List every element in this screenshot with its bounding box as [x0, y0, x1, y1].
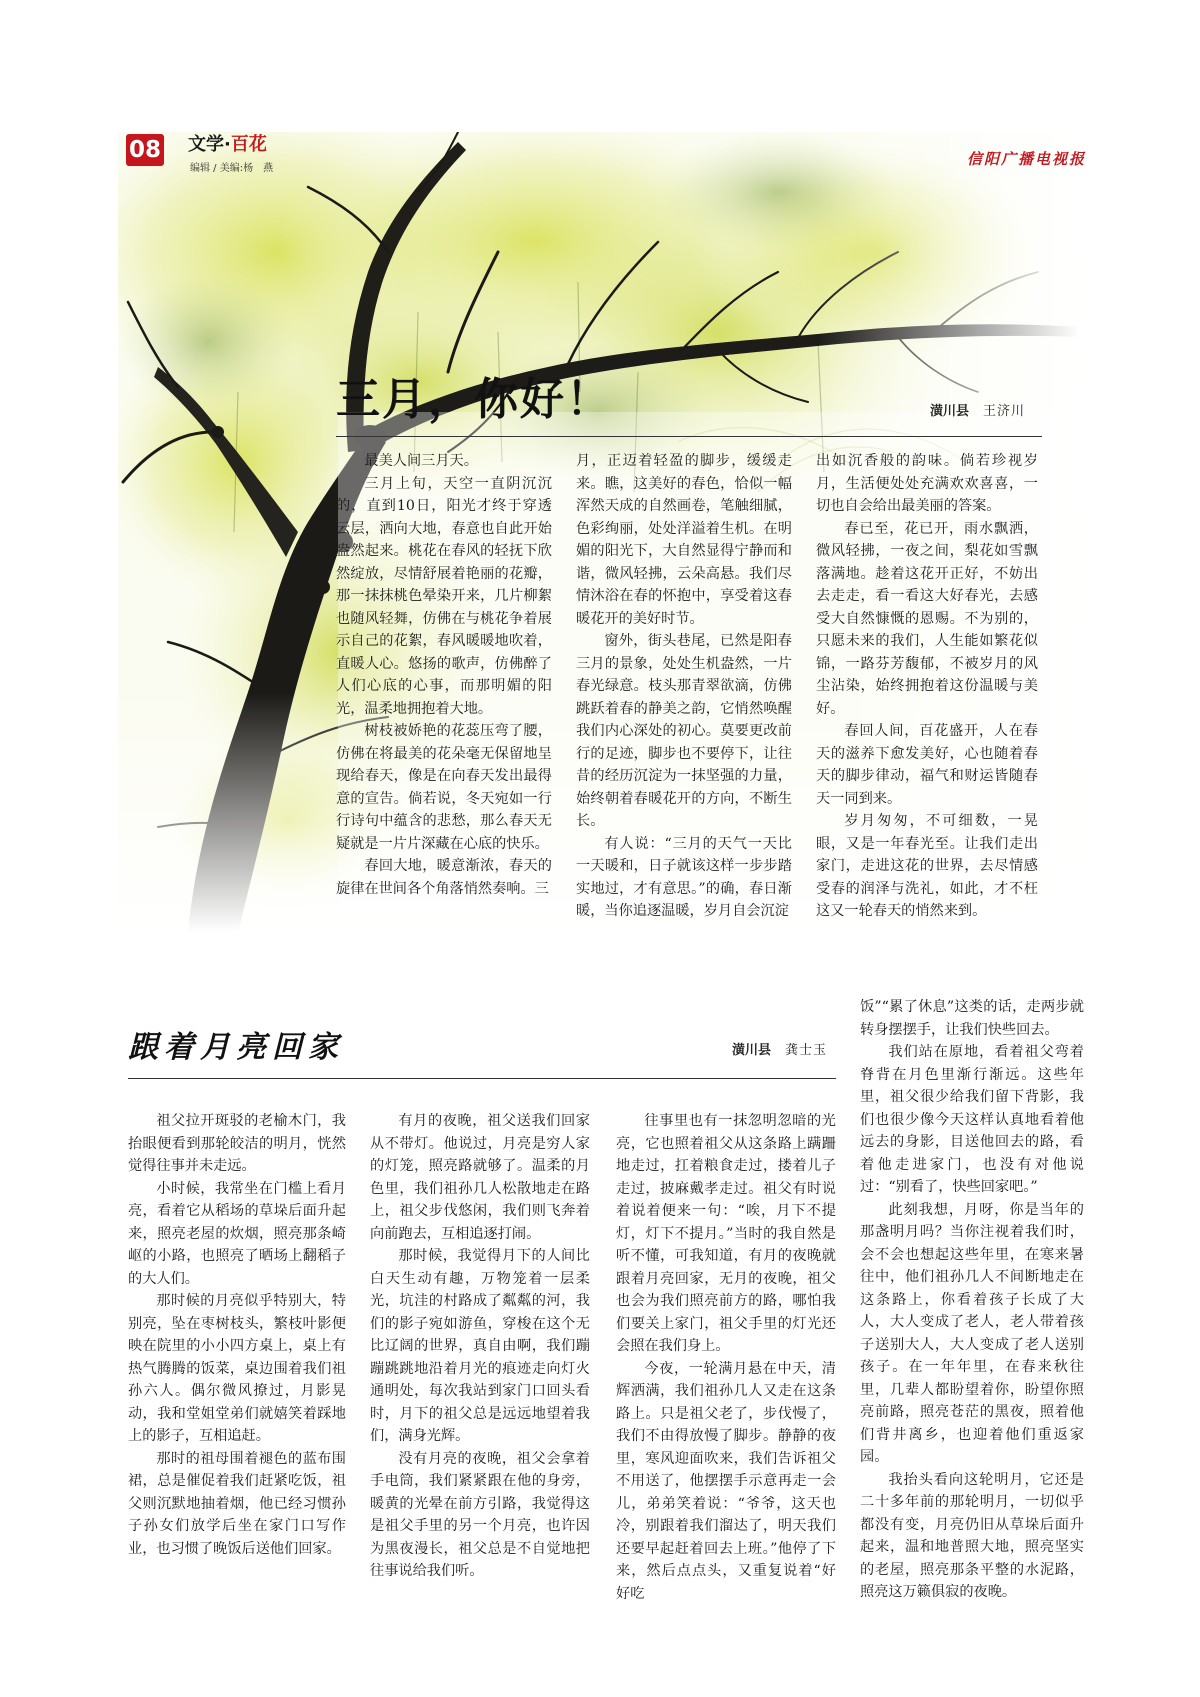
article1-column-3: [816, 450, 1038, 923]
paragraph: 春已至，花已开，雨水飘洒，微风轻拂，一夜之间，梨花如雪飘落满地。趁着这花开正好，不妨出去走走，看一看这大好春光，去感受大自然慷慨的恩赐。不为别的，只愿未来的我们，人生能如繁花似锦，一路芬芳馥郁，不被岁月的风尘沾染，始终拥抱着这份温暖与美好。: [816, 520, 1038, 717]
article1-author: 王济川: [983, 404, 1026, 419]
paragraph: 那时的祖母围着褪色的蓝布围裙，总是催促着我们赶紧吃饭，祖父则沉默地抽着烟，他已经习惯孙子孙女们放学后坐在家门口写作业，也习惯了晚饭后送他们回家。: [128, 1450, 346, 1557]
paragraph: 往事里也有一抹忽明忽暗的光亮，它也照着祖父从这条路上蹒跚地走过，扛着粮食走过，搂着儿子走过，披麻戴孝走过。祖父有时说着说着便来一句：“唉，月下不提灯，灯下不提月。”当时的我自然是听不懂，可我知道，有月的夜晚就跟着月亮回家，无月的夜晚，祖父也会为我们照亮前方的路，哪怕我们要关上家门，祖父手里的灯光还会照在我们身上。: [616, 1113, 836, 1354]
article2-title-rule: [128, 1078, 836, 1079]
article2-county: 潢川县: [732, 1043, 772, 1058]
article1-column-1: [336, 450, 552, 900]
article2-column-2: [370, 1110, 590, 1583]
editor-credit: 编辑 / 美编:杨 燕: [190, 163, 274, 174]
section-prefix: 文学·: [188, 134, 231, 155]
paragraph: 三月上旬，天空一直阴沉沉的，直到10日，阳光才终于穿透云层，洒向大地，春意也自此开始盎然起来。桃花在春风的轻抚下欣然绽放，尽情舒展着艳丽的花瓣，那一抹抹桃色晕染开来，几片柳絮也随风轻舞，仿佛在与桃花争着展示自己的花絮，春风暖暖地吹着，直暖人心。悠扬的歌声，仿佛醉了人们心底的心事，而那明媚的阳光，温柔地拥抱着大地。: [336, 475, 552, 717]
paragraph: 月，正迈着轻盈的脚步，缓缓走来。瞧，这美好的春色，恰似一幅浑然天成的自然画卷，笔触细腻，色彩绚丽，处处洋溢着生机。在明媚的阳光下，大自然显得宁静而和谐，微风轻拂，云朵高悬。我们尽情沐浴在春的怀抱中，享受着这春暖花开的美好时节。: [576, 453, 792, 627]
article1-title-rule: [336, 436, 1042, 437]
section-name: 百花: [230, 134, 267, 155]
article1-title: 三月，你好！: [336, 374, 612, 425]
paragraph: 祖父拉开斑驳的老榆木门，我抬眼便看到那轮皎洁的明月，恍然觉得往事并未走远。: [128, 1113, 346, 1174]
section-title: [188, 134, 267, 156]
article2-title: 跟着月亮回家: [128, 1030, 344, 1065]
article1-column-2: [576, 450, 792, 923]
article2-column-1: [128, 1110, 346, 1560]
paragraph: 此刻我想，月呀，你是当年的那盏明月吗？当你注视着我们时，会不会也想起这些年里，在寒来暑往中，他们祖孙几人不间断地走在这条路上，你看着孩子长成了大人，大人变成了老人，老人带着孩子送别大人，大人变成了老人送别孩子。在一年年里，在春来秋往里，几辈人都盼望着你，盼望你照亮前路，照亮苍茫的黑夜，照着他们背井离乡，也迎着他们重返家园。: [860, 1201, 1084, 1465]
paragraph: 没有月亮的夜晚，祖父会拿着手电筒，我们紧紧跟在他的身旁，暖黄的光晕在前方引路，我觉得这是祖父手里的另一个月亮，也许因为黑夜漫长，祖父总是不自觉地把往事说给我们听。: [370, 1450, 590, 1579]
paragraph: 那时候的月亮似乎特别大，特别亮，坠在枣树枝头，繁枝叶影便映在院里的小小四方桌上，桌上有热气腾腾的饭菜，桌边围着我们祖孙六人。偶尔微风撩过，月影晃动，我和堂姐堂弟们就嬉笑着踩地上的影子，互相追赶。: [128, 1293, 346, 1444]
article2-byline: [732, 1039, 827, 1058]
paragraph: 出如沉香般的韵味。倘若珍视岁月，生活便处处充满欢欢喜喜，一切也自会给出最美丽的答案。: [816, 453, 1038, 514]
paragraph: 树枝被娇艳的花蕊压弯了腰，仿佛在将最美的花朵毫无保留地呈现给春天，像是在向春天发出最得意的宣告。倘若说，冬天宛如一行行诗句中蕴含的悲愁，那么春天无疑就是一片片深藏在心底的快乐。: [336, 723, 552, 852]
paragraph: 今夜，一轮满月悬在中天，清辉洒满，我们祖孙几人又走在这条路上。只是祖父老了，步伐慢了，我们不由得放慢了脚步。静静的夜里，寒风迎面吹来，我们告诉祖父不用送了，他摆摆手示意再走一会儿，弟弟笑着说：“爷爷，这天也冷，别跟着我们溜达了，明天我们还要早起赶着回去上班。”他停了下来，然后点点头，又重复说着“好好吃: [616, 1360, 836, 1602]
paragraph: 我抬头看向这轮明月，它还是二十多年前的那轮明月，一切似乎都没有变，月亮仍旧从草垛后面升起来，温和地普照大地，照亮坚实的老屋，照亮那条平整的水泥路，照亮这万籁俱寂的夜晚。: [860, 1471, 1084, 1600]
page-number: 08: [126, 134, 164, 166]
paragraph: 春回大地，暖意渐浓，春天的旋律在世间各个角落悄然奏响。三: [336, 858, 552, 897]
paragraph: 那时候，我觉得月下的人间比白天生动有趣，万物笼着一层柔光，坑洼的村路成了粼粼的河，我们的影子宛如游鱼，穿梭在这个无比辽阔的世界，真自由啊，我们蹦蹦跳跳地沿着月光的痕迹走向灯火通明处，每次我站到家门口回头看时，月下的祖父总是远远地望着我们，满身光辉。: [370, 1248, 590, 1444]
paragraph: 春回人间，百花盛开，人在春天的滋养下愈发美好，心也随着春天的脚步律动，福气和财运皆随春天一同到来。: [816, 723, 1038, 807]
paragraph: 有月的夜晚，祖父送我们回家从不带灯。他说过，月亮是穷人家的灯笼，照亮路就够了。温柔的月色里，我们祖孙几人松散地走在路上，祖父步伐悠闲，我们则飞奔着向前跑去，互相追逐打闹。: [370, 1113, 590, 1242]
article1-byline: [930, 400, 1025, 419]
article2-column-3: [616, 1110, 836, 1605]
paragraph: 饭”“累了休息”这类的话，走两步就转身摆摆手，让我们快些回去。: [860, 999, 1084, 1038]
paragraph: 我们站在原地，看着祖父弯着脊背在月色里渐行渐远。这些年里，祖父很少给我们留下背影，我们也很少像今天这样认真地看着他远去的身影，目送他回去的路，看着他走进家门，也没有对他说过：“别看了，快些回家吧。”: [860, 1044, 1084, 1195]
newspaper-masthead: 信阳广播电视报: [966, 150, 1086, 168]
paragraph: 岁月匆匆，不可细数，一晃眼，又是一年春光至。让我们走出家门，走进这花的世界，去尽情感受春的润泽与洗礼，如此，才不枉这又一轮春天的悄然来到。: [816, 813, 1038, 919]
article2-column-4: [860, 996, 1084, 1604]
paragraph: 小时候，我常坐在门槛上看月亮，看着它从稻场的草垛后面升起来，照亮老屋的炊烟，照亮那条崎岖的小路，也照亮了晒场上翻稻子的大人们。: [128, 1180, 346, 1287]
paragraph: 有人说：“三月的天气一天比一天暖和，日子就该这样一步步踏实地过，才有意思。”的确，春日渐暖，当你追逐温暖，岁月自会沉淀: [576, 835, 792, 919]
article2-author: 龚士玉: [785, 1043, 828, 1058]
article1-county: 潢川县: [930, 404, 970, 419]
paragraph: 最美人间三月天。: [364, 453, 478, 469]
paragraph: 窗外，街头巷尾，已然是阳春三月的景象，处处生机盎然，一片春光绿意。枝头那青翠欲滴，仿佛跳跃着春的静美之韵，它悄然唤醒我们内心深处的初心。莫要更改前行的足迹，脚步也不要停下，让往昔的经历沉淀为一抹坚强的力量，始终朝着春暖花开的方向，不断生长。: [576, 633, 792, 829]
